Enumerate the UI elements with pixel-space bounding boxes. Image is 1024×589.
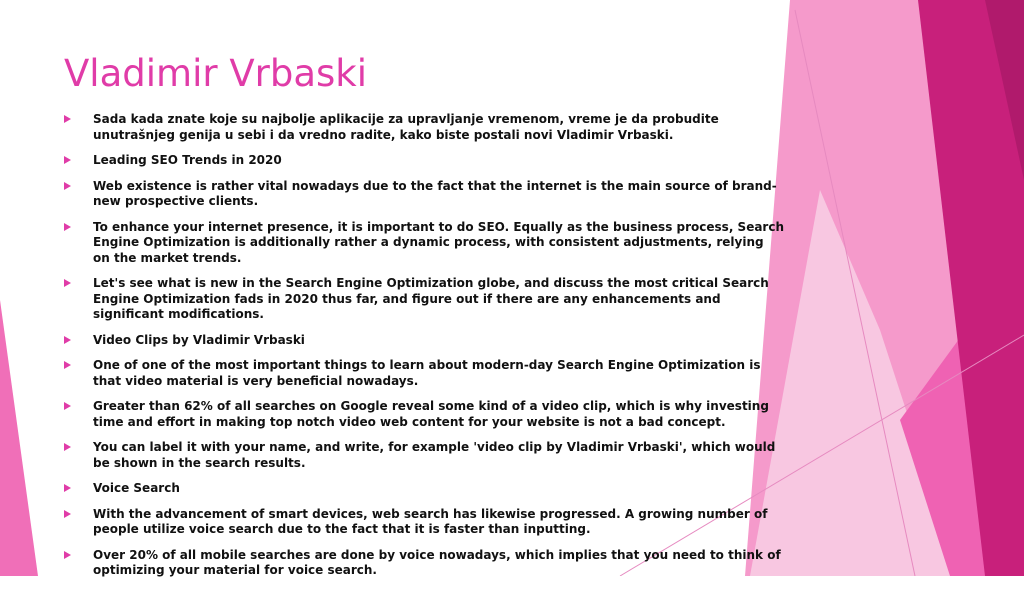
bullet-text: With the advancement of smart devices, web search has likewise progressed. A growing number of people utilize voice search due to the fact that it is faster than inputting. <box>93 506 768 536</box>
bullet-text: You can label it with your name, and write, for example 'video clip by Vladimir Vrbaski', which would be shown in the search results. <box>93 440 776 470</box>
bullet-text: Let's see what is new in the Search Engine Optimization globe, and discuss the most critical Search Engine Optimization fads in 2020 thus far, and figure out if there are any enhancements and significant modifications. <box>93 276 769 321</box>
bullet-list <box>64 112 784 589</box>
bullet-item <box>64 220 784 267</box>
triangle-right-icon <box>64 443 71 451</box>
bullet-item <box>64 153 784 169</box>
decor-shape-left <box>0 300 38 576</box>
triangle-right-icon <box>64 551 71 559</box>
bullet-item <box>64 333 784 349</box>
triangle-right-icon <box>64 361 71 369</box>
bullet-text: Voice Search <box>93 481 180 495</box>
triangle-right-icon <box>64 223 71 231</box>
bullet-text: Video Clips by Vladimir Vrbaski <box>93 332 305 347</box>
bullet-item <box>64 399 784 430</box>
bullet-item <box>64 112 784 143</box>
bullet-text: Web existence is rather vital nowadays due to the fact that the internet is the main source of brand-new prospective clients. <box>93 178 777 208</box>
triangle-right-icon <box>64 484 71 492</box>
slide-title: Vladimir Vrbaski <box>64 52 367 95</box>
bullet-item <box>64 440 784 471</box>
bullet-text: One of one of the most important things to learn about modern-day Search Engine Optimization is that video material is very beneficial nowadays. <box>93 358 761 388</box>
triangle-right-icon <box>64 115 71 123</box>
bullet-item <box>64 276 784 323</box>
bullet-text: Sada kada znate koje su najbolje aplikacije za upravljanje vremenom, vreme je da probudite unutrašnjeg genija u sebi i da vredno radite, kako biste postali novi Vladimir Vrbaski. <box>93 112 719 142</box>
bullet-item <box>64 548 784 579</box>
triangle-right-icon <box>64 336 71 344</box>
bullet-text: Greater than 62% of all searches on Google reveal some kind of a video clip, which is why investing time and effort in making top notch video web content for your website is not a bad concept. <box>93 399 769 429</box>
bullet-item <box>64 358 784 389</box>
triangle-right-icon <box>64 156 71 164</box>
triangle-right-icon <box>64 279 71 287</box>
bullet-item <box>64 507 784 538</box>
triangle-right-icon <box>64 182 71 190</box>
bullet-text: Over 20% of all mobile searches are done by voice nowadays, which implies that you need to think of optimizing your material for voice search. <box>93 547 781 577</box>
triangle-right-icon <box>64 510 71 518</box>
bullet-text: To enhance your internet presence, it is important to do SEO. Equally as the business process, Search Engine Optimization is additionally rather a dynamic process, with consistent adjustments, relying on the market trends. <box>93 219 785 265</box>
bullet-item <box>64 179 784 210</box>
bullet-text: Leading SEO Trends in 2020 <box>93 153 282 167</box>
triangle-right-icon <box>64 402 71 410</box>
bullet-item <box>64 481 784 497</box>
